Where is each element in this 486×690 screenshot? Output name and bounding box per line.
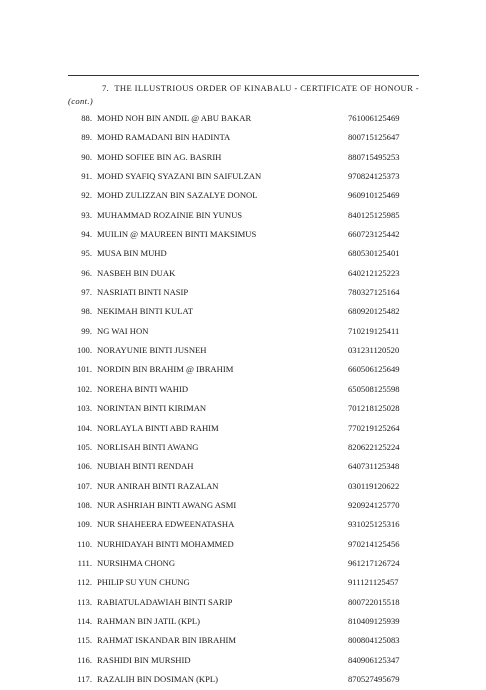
- entry-number: 101.: [76, 364, 92, 375]
- identity-number: 820622125224: [348, 441, 400, 452]
- list-item: [68, 206, 419, 225]
- entry-number: 113.: [77, 596, 92, 607]
- list-item: [68, 399, 419, 418]
- recipient-name: NORDIN BIN BRAHIM @ IBRAHIM: [97, 364, 234, 375]
- identity-number: 780327125164: [348, 287, 400, 298]
- list-item: [68, 515, 419, 534]
- identity-number: 810409125939: [348, 615, 400, 626]
- entry-number: 100.: [76, 345, 92, 356]
- list-item: [68, 283, 419, 302]
- recipient-name: MUHAMMAD ROZAINIE BIN YUNUS: [97, 209, 243, 220]
- list-item: [68, 109, 419, 128]
- list-item: [68, 631, 419, 650]
- identity-number: 800722015518: [348, 596, 400, 607]
- section-title: THE ILLUSTRIOUS ORDER OF KINABALU - CERTIFICATE OF HONOUR -: [114, 83, 419, 93]
- recipient-name: MOHD SYAFIQ SYAZANI BIN SAIFULZAN: [97, 171, 262, 182]
- entry-number: 107.: [76, 480, 92, 491]
- entry-number: 91.: [81, 171, 92, 182]
- list-item: [68, 554, 419, 573]
- identity-number: 840906125347: [348, 654, 400, 665]
- recipient-name: RAZALIH BIN DOSIMAN (KPL): [97, 673, 219, 684]
- entry-number: 97.: [81, 287, 92, 298]
- identity-number: 030119120622: [348, 480, 400, 491]
- list-item: [68, 128, 419, 147]
- entry-number: 115.: [77, 635, 92, 646]
- list-item: [68, 322, 419, 341]
- recipient-name: MUSA BIN MUHD: [97, 248, 167, 259]
- list-item: [68, 670, 419, 689]
- identity-number: 970214125456: [348, 538, 400, 549]
- identity-number: 660723125442: [348, 229, 400, 240]
- list-item: [68, 438, 419, 457]
- identity-number: 931025125316: [348, 519, 400, 530]
- entry-number: 110.: [77, 538, 92, 549]
- list-item: [68, 651, 419, 670]
- top-rule: [68, 75, 419, 76]
- entry-number: 98.: [81, 306, 92, 317]
- entry-number: 106.: [76, 461, 92, 472]
- recipient-name: NG WAI HON: [97, 325, 149, 336]
- recipient-name: PHILIP SU YUN CHUNG: [97, 577, 190, 588]
- list-item: [68, 360, 419, 379]
- list-item: [68, 457, 419, 476]
- recipient-name: NASRIATI BINTI NASIP: [97, 287, 189, 298]
- continued-label: (cont.): [68, 95, 94, 106]
- list-item: [68, 244, 419, 263]
- recipient-name: NURSIHMA CHONG: [97, 557, 176, 568]
- identity-number: 770219125264: [348, 422, 400, 433]
- entry-number: 90.: [81, 151, 92, 162]
- recipient-name: NORINTAN BINTI KIRIMAN: [97, 403, 207, 414]
- identity-number: 970824125373: [348, 171, 400, 182]
- section-heading: [68, 82, 419, 107]
- recipient-name: NORAYUNIE BINTI JUSNEH: [97, 345, 207, 356]
- recipient-name: RASHIDI BIN MURSHID: [97, 654, 191, 665]
- entry-number: 96.: [81, 267, 92, 278]
- recipient-name: NUR ASHRIAH BINTI AWANG ASMI: [97, 499, 237, 510]
- recipient-name: NORLAYLA BINTI ABD RAHIM: [97, 422, 219, 433]
- list-item: [68, 496, 419, 515]
- list-item: [68, 264, 419, 283]
- list-item: [68, 186, 419, 205]
- entry-number: 93.: [81, 209, 92, 220]
- entry-number: 111.: [77, 557, 92, 568]
- entry-number: 109.: [76, 519, 92, 530]
- entry-number: 105.: [76, 441, 92, 452]
- list-item: [68, 419, 419, 438]
- recipient-name: MUILIN @ MAUREEN BINTI MAKSIMUS: [97, 229, 257, 240]
- entry-number: 95.: [81, 248, 92, 259]
- entry-number: 112.: [77, 577, 92, 588]
- recipient-name: NOREHA BINTI WAHID: [97, 383, 189, 394]
- identity-number: 840125125985: [348, 209, 400, 220]
- list-item: [68, 167, 419, 186]
- list-item: [68, 477, 419, 496]
- identity-number: 961217126724: [348, 557, 400, 568]
- entry-number: 94.: [81, 229, 92, 240]
- recipient-name: NUR SHAHEERA EDWEENATASHA: [97, 519, 235, 530]
- entry-number: 89.: [81, 132, 92, 143]
- identity-number: 710219125411: [348, 325, 400, 336]
- recipient-name: MOHD RAMADANI BIN HADINTA: [97, 132, 231, 143]
- list-item: [68, 225, 419, 244]
- list-item: [68, 302, 419, 321]
- list-item: [68, 148, 419, 167]
- entry-number: 114.: [77, 615, 92, 626]
- section-number: 7.: [102, 83, 110, 93]
- entry-number: 117.: [77, 673, 92, 684]
- entry-number: 116.: [77, 654, 92, 665]
- identity-number: 640731125348: [348, 461, 400, 472]
- identity-number: 960910125469: [348, 190, 400, 201]
- entry-number: 108.: [76, 499, 92, 510]
- identity-number: 650508125598: [348, 383, 400, 394]
- identity-number: 761006125469: [348, 113, 400, 123]
- recipient-name: NORLISAH BINTI AWANG: [97, 441, 199, 452]
- list-item: [68, 380, 419, 399]
- recipient-name: NUBIAH BINTI RENDAH: [97, 461, 194, 472]
- recipient-name: RAHMAN BIN JATIL (KPL): [97, 615, 201, 626]
- entry-number: 99.: [81, 325, 92, 336]
- recipient-list: [68, 109, 419, 689]
- identity-number: 031231120520: [348, 345, 400, 356]
- recipient-name: NURHIDAYAH BINTI MOHAMMED: [97, 538, 234, 549]
- list-item: [68, 535, 419, 554]
- identity-number: 920924125770: [348, 499, 400, 510]
- identity-number: 660506125649: [348, 364, 400, 375]
- entry-number: 103.: [76, 403, 92, 414]
- identity-number: 800804125083: [348, 635, 400, 646]
- recipient-name: NASBEH BIN DUAK: [97, 267, 176, 278]
- entry-number: 102.: [76, 383, 92, 394]
- identity-number: 800715125647: [348, 132, 400, 143]
- identity-number: 680920125482: [348, 306, 400, 317]
- recipient-name: NUR ANIRAH BINTI RAZALAN: [97, 480, 219, 491]
- list-item: [68, 341, 419, 360]
- identity-number: 870527495679: [348, 673, 400, 684]
- identity-number: 680530125401: [348, 248, 400, 259]
- list-item: [68, 573, 419, 592]
- recipient-name: RABIATULADAWIAH BINTI SARIP: [97, 596, 233, 607]
- recipient-name: NEKIMAH BINTI KULAT: [97, 306, 193, 317]
- recipient-name: RAHMAT ISKANDAR BIN IBRAHIM: [97, 635, 237, 646]
- list-item: [68, 612, 419, 631]
- recipient-name: MOHD SOFIEE BIN AG. BASRIH: [97, 151, 222, 162]
- identity-number: 911121125457: [348, 577, 399, 588]
- identity-number: 880715495253: [348, 151, 400, 162]
- list-item: [68, 593, 419, 612]
- entry-number: 88.: [81, 113, 92, 123]
- recipient-name: MOHD ZULIZZAN BIN SAZALYE DONOL: [97, 190, 258, 201]
- entry-number: 92.: [81, 190, 92, 201]
- identity-number: 701218125028: [348, 403, 400, 414]
- recipient-name: MOHD NOH BIN ANDIL @ ABU BAKAR: [97, 113, 252, 123]
- entry-number: 104.: [76, 422, 92, 433]
- identity-number: 640212125223: [348, 267, 400, 278]
